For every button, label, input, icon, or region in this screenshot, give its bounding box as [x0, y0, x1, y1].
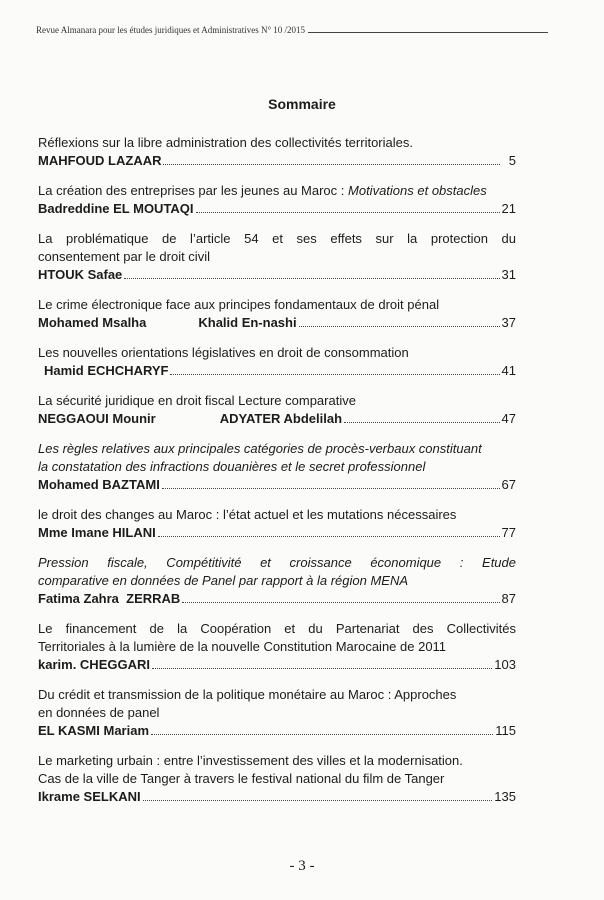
author: MAHFOUD LAZAAR: [38, 153, 162, 168]
dot-leader: [143, 800, 493, 801]
entry-title: comparative en données de Panel par rapport à la région MENA: [38, 573, 408, 588]
author: Badreddine EL MOUTAQI: [38, 201, 194, 216]
entry-title: Territoriales à la lumière de la nouvelle Constitution Marocaine de 2011: [38, 639, 447, 654]
entry-author-line: [38, 590, 516, 608]
toc-entry[interactable]: [38, 296, 516, 332]
author: EL KASMI Mariam: [38, 723, 150, 738]
page-number: 37: [501, 315, 516, 330]
author: Ikrame SELKANI: [38, 789, 141, 804]
entry-title: [38, 182, 516, 200]
toc-entry[interactable]: [38, 506, 516, 542]
entry-title: Les règles relatives aux principales catégories de procès-verbaux constituant: [38, 441, 482, 456]
author: Fatima Zahra ZERRAB: [38, 591, 181, 606]
dot-leader: [151, 734, 493, 735]
entry-title: Pression fiscale, Compétitivité et croissance économique : Etude: [38, 555, 516, 570]
author: NEGGAOUI Mounir: [38, 411, 156, 426]
entry-title-italic: Motivations et obstacles: [348, 183, 487, 198]
dot-leader: [196, 212, 500, 213]
toc-entry[interactable]: [38, 182, 516, 218]
dot-leader: [152, 668, 492, 669]
page-number-footer: - 3 -: [289, 858, 315, 874]
page-number: 87: [501, 591, 516, 606]
page-number: 47: [501, 411, 516, 426]
author: Khalid En-nashi: [198, 315, 297, 330]
entry-title-part: La création des entreprises par les jeunes au Maroc :: [38, 183, 349, 198]
entry-title: Le financement de la Coopération et du Partenariat des Collectivités: [38, 621, 516, 636]
entry-title: la constatation des infractions douanières et le secret professionnel: [38, 459, 426, 474]
entry-author-line: [38, 656, 516, 674]
toc-entry[interactable]: [38, 752, 516, 806]
entry-title: Cas de la ville de Tanger à travers le festival national du film de Tanger: [38, 771, 445, 786]
page-number: 103: [494, 657, 516, 672]
entry-author-line: [38, 266, 516, 284]
entry-author-line: [38, 314, 516, 332]
header-rule: [308, 32, 548, 33]
page-number: 67: [501, 477, 516, 492]
dot-leader: [182, 602, 499, 603]
toc-entry[interactable]: [38, 392, 516, 428]
page-title: Sommaire: [268, 96, 336, 112]
entry-author-line: [38, 152, 516, 170]
toc-entry[interactable]: [38, 134, 516, 170]
entry-title: en données de panel: [38, 705, 160, 720]
entry-title: Les nouvelles orientations législatives en droit de consommation: [38, 345, 409, 360]
dot-leader: [124, 278, 499, 279]
entry-author-line: [38, 524, 516, 542]
author: Mohamed BAZTAMI: [38, 477, 160, 492]
author: Mme Imane HILANI: [38, 525, 156, 540]
entry-title: La sécurité juridique en droit fiscal Lecture comparative: [38, 393, 356, 408]
entry-title: le droit des changes au Maroc : l’état actuel et les mutations nécessaires: [38, 507, 457, 522]
entry-author-line: [38, 788, 516, 806]
toc-entry[interactable]: [38, 440, 516, 494]
entry-author-line: [38, 476, 516, 494]
entry-title: Le crime électronique face aux principes fondamentaux de droit pénal: [38, 297, 440, 312]
author: ADYATER Abdelilah: [219, 411, 343, 426]
entry-title: La problématique de l’article 54 et ses effets sur la protection du: [38, 231, 516, 246]
entry-title: Le marketing urbain : entre l’investissement des villes et la modernisation.: [38, 753, 463, 768]
dot-leader: [344, 422, 499, 423]
dot-leader: [299, 326, 500, 327]
author: Mohamed Msalha: [38, 315, 147, 330]
page-number: 31: [501, 267, 516, 282]
entry-author-line: [38, 200, 516, 218]
author: HTOUK Safae: [38, 267, 123, 282]
toc-entry[interactable]: [38, 554, 516, 608]
page-number: 21: [501, 201, 516, 216]
author: karim. CHEGGARI: [38, 657, 150, 672]
entry-title: Du crédit et transmission de la politique monétaire au Maroc : Approches: [38, 687, 457, 702]
toc-entry[interactable]: [38, 344, 516, 380]
journal-title: Revue Almanara pour les études juridiques et Administratives N° 10 /2015: [36, 25, 306, 35]
toc-entry[interactable]: [38, 230, 516, 284]
page-number: 41: [501, 363, 516, 378]
dot-leader: [158, 536, 500, 537]
page-number: 135: [494, 789, 516, 804]
page-number: 115: [495, 723, 516, 738]
journal-header: [36, 25, 548, 35]
entry-author-line: [38, 362, 516, 380]
entry-author-line: [38, 410, 516, 428]
table-of-contents: [38, 134, 516, 818]
dot-leader: [162, 488, 500, 489]
toc-entry[interactable]: [38, 620, 516, 674]
entry-title: Réflexions sur la libre administration des collectivités territoriales.: [38, 135, 413, 150]
entry-author-line: [38, 722, 516, 740]
author: Hamid ECHCHARYF: [44, 363, 169, 378]
dot-leader: [170, 374, 499, 375]
toc-entry[interactable]: [38, 686, 516, 740]
entry-title: consentement par le droit civil: [38, 249, 210, 264]
dot-leader: [163, 164, 500, 165]
page-number: 77: [501, 525, 516, 540]
page-number: 5: [508, 153, 516, 168]
